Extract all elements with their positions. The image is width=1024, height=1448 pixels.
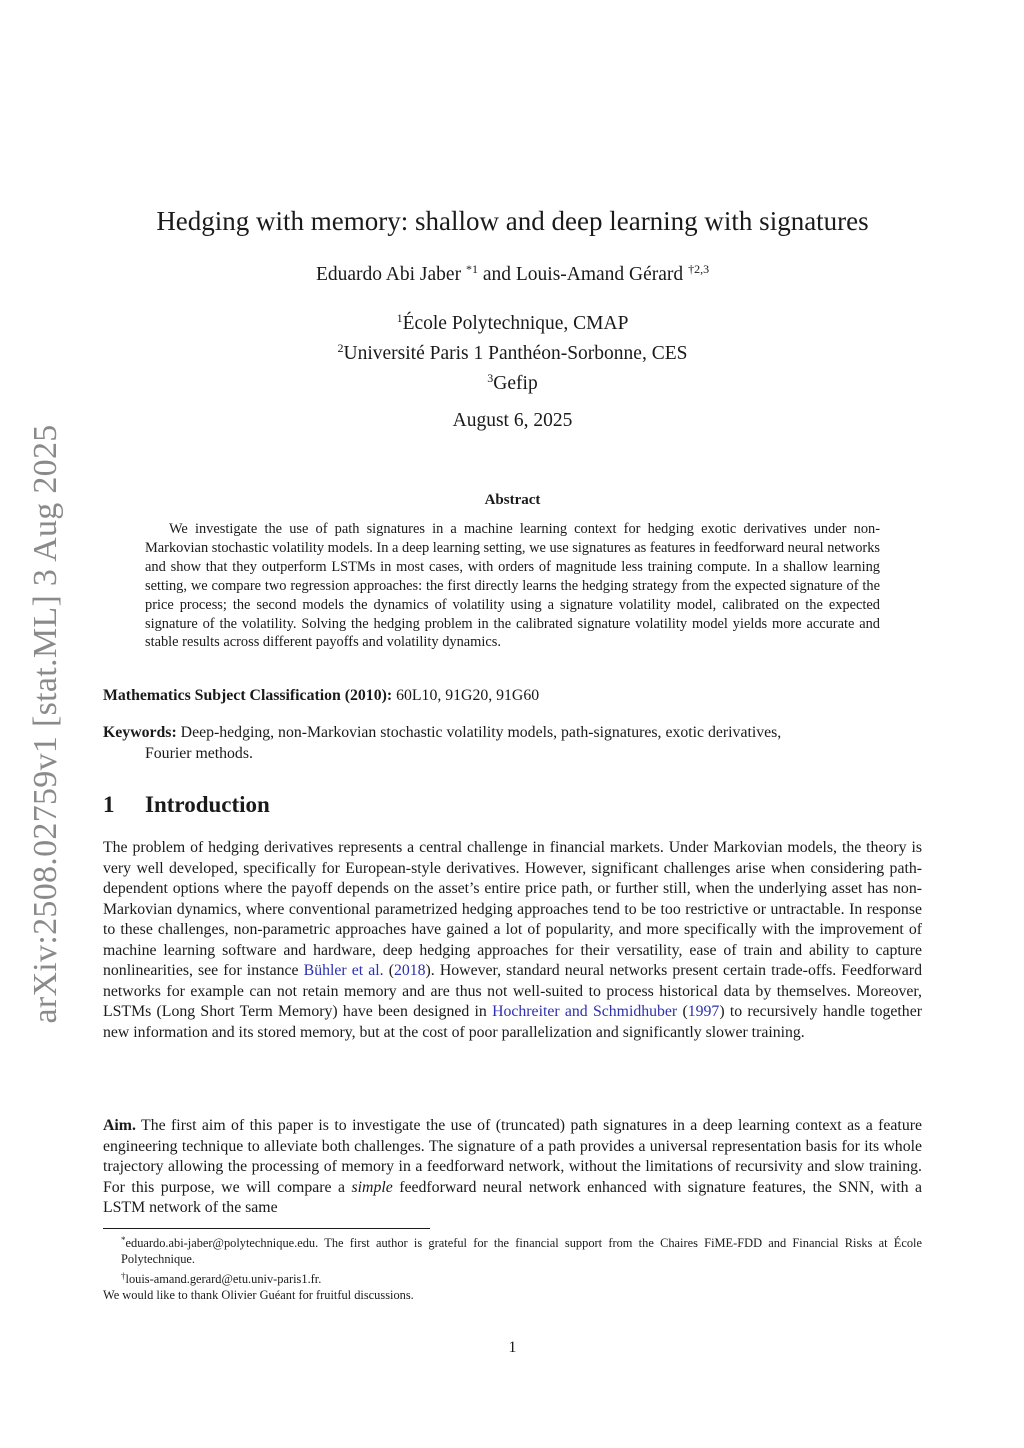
aim-emphasis: simple xyxy=(351,1178,393,1196)
footnote-mark: † xyxy=(121,1270,126,1281)
msc-classification xyxy=(103,687,922,705)
aim-text: The first aim of this paper is to investigate the use of (truncated) path signatures in a deep learning context as a feature engineering technique to alleviate both challenges. The signature of a path provides a universal representation basis for its whole trajectory allowing the processing of memory in a feedforward network, without the limitations of recursivity and slow training. For this purpose, we will compare a xyxy=(103,1117,922,1196)
citation-year-link[interactable]: 2018 xyxy=(393,962,426,979)
citation-link[interactable]: Hochreiter and Schmidhuber xyxy=(492,1003,678,1020)
footnote-divider xyxy=(103,1228,430,1229)
author-connector: and xyxy=(482,264,511,285)
footnote-text: louis-amand.gerard@etu.univ-paris1.fr. xyxy=(125,1271,322,1286)
affiliation-name: École Polytechnique, CMAP xyxy=(402,313,629,334)
footnote-mark: * xyxy=(121,1235,126,1245)
paper-title: Hedging with memory: shallow and deep learning with signatures xyxy=(156,206,869,236)
affiliation-mark: 3 xyxy=(487,371,494,385)
author-marks: *1 xyxy=(465,262,478,276)
aim-label: Aim. xyxy=(103,1117,136,1134)
aim-paragraph xyxy=(103,1116,922,1219)
footnotes xyxy=(103,1232,922,1304)
author-name: Eduardo Abi Jaber xyxy=(315,264,462,285)
intro-text: ) to recursively handle together new information and its stored memory, but at the cost of poor parallelization and significantly slower training. xyxy=(103,1003,922,1041)
footnote xyxy=(103,1287,922,1303)
citation-link[interactable]: Bühler et al. xyxy=(303,962,384,979)
arxiv-identifier-stamp: arXiv:2508.02759v1 [stat.ML] 3 Aug 2025 xyxy=(27,424,64,1024)
author-line xyxy=(103,262,922,286)
msc-value: 60L10, 91G20, 91G60 xyxy=(396,687,540,704)
section-heading xyxy=(103,792,270,818)
footnote xyxy=(103,1232,922,1268)
page-number: 1 xyxy=(508,1339,517,1356)
citation-paren: ( xyxy=(677,1003,688,1020)
affiliation-mark: 2 xyxy=(337,341,344,355)
affiliations xyxy=(103,306,922,396)
keywords-value: Deep-hedging, non-Markovian stochastic volatility models, path-signatures, exotic derivatives, xyxy=(180,724,782,741)
footnote xyxy=(103,1268,922,1287)
section-number: 1 xyxy=(103,792,115,817)
affiliation-mark: 1 xyxy=(396,311,403,325)
introduction-paragraph xyxy=(103,838,922,1043)
author-marks: †2,3 xyxy=(688,262,710,276)
keywords-value-continued: Fourier methods. xyxy=(145,745,253,762)
abstract-heading: Abstract xyxy=(484,492,541,508)
affiliation xyxy=(103,306,922,336)
affiliation-name: Gefip xyxy=(493,373,538,394)
citation-year-link[interactable]: 1997 xyxy=(687,1003,720,1020)
intro-text: ). However, standard neural networks present certain trade-offs. Feedforward networks for example can not retain memory and are thus not well-suited to process historical data by themselves. Moreover, LSTMs (Long Short Term Memory) have been designed in xyxy=(103,962,922,1020)
keywords-label: Keywords: xyxy=(103,724,177,741)
affiliation xyxy=(103,366,922,396)
citation-paren: ( xyxy=(383,962,394,979)
abstract-text: We investigate the use of path signatures in a machine learning context for hedging exotic derivatives under non-Markovian stochastic volatility models. In a deep learning setting, we use signatures as features in feedforward neural networks and show that they outperform LSTMs in most cases, with orders of magnitude less training compute. In a shallow learning setting, we compare two regression approaches: the first directly learns the hedging strategy from the expected signature of the price process; the second models the dynamics of volatility using a signature volatility model, calibrated on the expected signature of the volatility. Solving the hedging problem in the calibrated signature volatility model yields more accurate and stable results across different payoffs and volatility dynamics. xyxy=(145,521,880,651)
affiliation xyxy=(103,336,922,366)
paper-date: August 6, 2025 xyxy=(452,410,573,431)
footnote-text: We would like to thank Olivier Guéant for fruitful discussions. xyxy=(103,1288,414,1303)
affiliation-name: Université Paris 1 Panthéon-Sorbonne, CES xyxy=(343,343,688,364)
msc-label: Mathematics Subject Classification (2010): xyxy=(103,687,393,704)
keywords xyxy=(103,722,922,764)
aim-text: feedforward neural network enhanced with signature features, the SNN, with a LSTM network of the same xyxy=(103,1178,922,1216)
footnote-text: eduardo.abi-jaber@polytechnique.edu. The first author is grateful for the financial support from the Chaires FiME-FDD and Financial Risks at École Polytechnique. xyxy=(121,1236,922,1267)
section-title: Introduction xyxy=(145,792,270,817)
intro-text: The problem of hedging derivatives represents a central challenge in financial markets. Under Markovian models, the theory is very well developed, specifically for European-style derivatives. However, significant challenges arise when considering path-dependent options where the payoff depends on the asset’s entire price path, or further still, when the underlying asset has non-Markovian dynamics, where conventional parametrized hedging approaches tend to be too restrictive or untractable. In response to these challenges, non-parametric approaches have gained a lot of popularity, and more specifically with the improvement of machine learning software and hardware, deep hedging approaches for their versatility, ease of train and ability to capture nonlinearities, see for instance xyxy=(103,839,922,979)
author-name: Louis-Amand Gérard xyxy=(515,264,684,285)
